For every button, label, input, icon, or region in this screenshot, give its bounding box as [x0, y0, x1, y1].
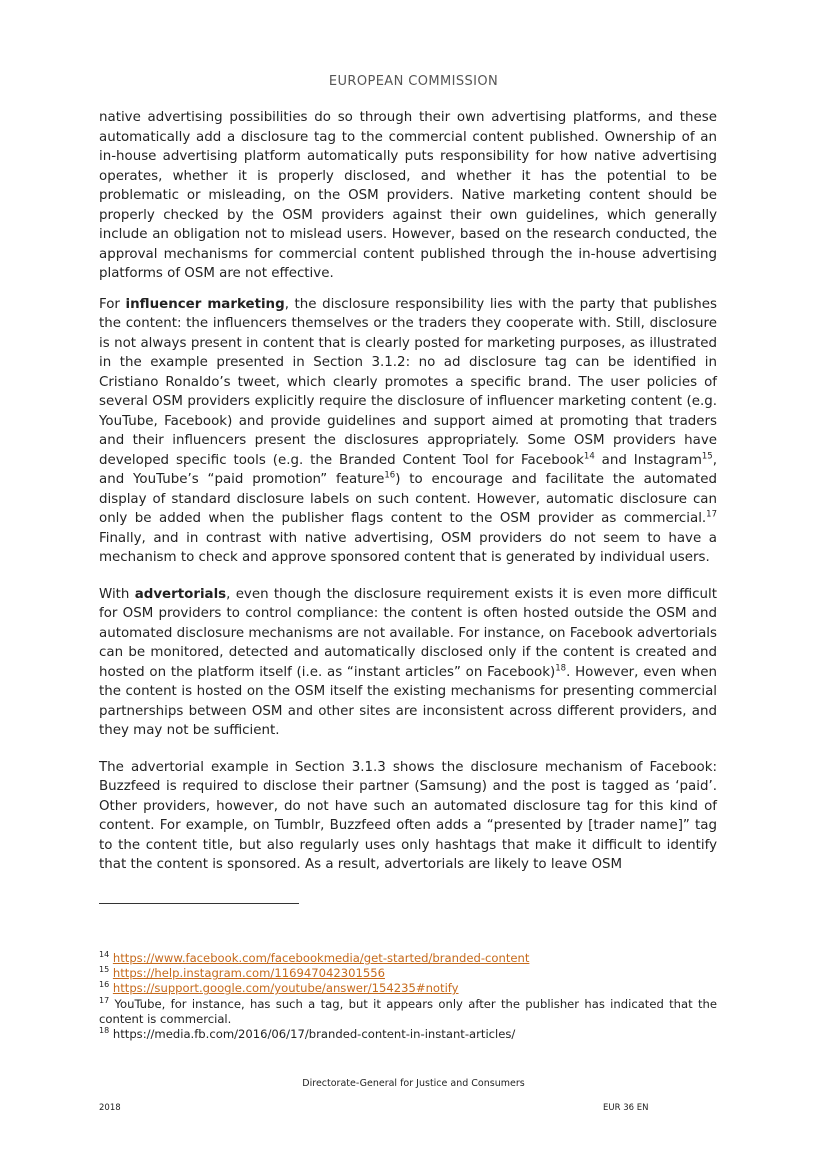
footnote-separator	[99, 903, 299, 904]
footnote-link[interactable]: https://www.facebook.com/facebookmedia/get-started/branded-content	[112, 951, 530, 965]
footnote-number: 15	[99, 965, 110, 975]
paragraph-native-advertising: native advertising possibilities do so through their own advertising platforms, and these automatically add a disclosure tag to the commercial content published. Ownership of an in-house advertising platform automatically puts responsibility for how native advertising operates, whether it is properly disclosed, and whether it has the potential to be problematic or misleading, on the OSM providers. Native marketing content should be properly checked by the OSM providers against their own guidelines, which generally include an obligation not to mislead users. However, based on the research conducted, the approval mechanisms for commercial content published through the in-house advertising platforms of OSM are not effective.	[99, 110, 717, 281]
paragraph-advertorial-example: The advertorial example in Section 3.1.3 shows the disclosure mechanism of Facebook: Buzzfeed is required to disclose their partner (Samsung) and the post is tagged as ‘paid’. Other providers, however, do not have such an automated disclosure tag for this kind of content. For example, on Tumblr, Buzzfeed often adds a “presented by [trader name]” tag to the content title, but also regularly uses only hashtags that make it difficult to identify that the content is sponsored. As a result, advertorials are likely to leave OSM	[99, 759, 717, 872]
keyword-advertorials: advertorials	[134, 586, 227, 602]
footnote-18	[99, 1027, 717, 1042]
footnote-ref-15[interactable]: 15	[701, 451, 713, 462]
text-segment: , and YouTube’s “paid promotion” feature	[99, 452, 717, 487]
keyword-influencer-marketing: influencer marketing	[125, 296, 285, 312]
footnote-text: YouTube, for instance, has such a tag, but it appears only after the publisher has indicated that the content is commercial.	[99, 996, 718, 1026]
footnote-number: 14	[99, 950, 110, 960]
footnote-number: 17	[99, 995, 110, 1005]
running-header: EUROPEAN COMMISSION	[328, 74, 499, 89]
footnote-15	[99, 966, 717, 981]
text-segment: Finally, and in contrast with native advertising, OSM providers do not seem to have a mechanism to check and approve sponsored content that is generated by individual users.	[99, 530, 717, 565]
text-segment: ) to encourage and facilitate the automated display of standard disclosure labels on such content. However, automatic disclosure can only be added when the publisher flags content to the OSM provider as commercial.	[99, 472, 717, 526]
footnote-17	[99, 997, 717, 1027]
footnote-number: 16	[99, 980, 110, 990]
footnotes	[99, 951, 717, 1042]
text-segment: With	[99, 586, 135, 602]
text-segment: and Instagram	[594, 452, 702, 468]
footer-ref: EUR 36 EN	[603, 1103, 649, 1113]
text-segment: . However, even when the content is hosted on the OSM itself the existing mechanisms for presenting commercial partnerships between OSM and other sites are inconsistent across different providers, and they may not be sufficient.	[99, 664, 717, 738]
footnote-16	[99, 981, 717, 996]
footnote-14	[99, 951, 717, 966]
footnote-number: 18	[99, 1026, 110, 1036]
footnote-ref-16[interactable]: 16	[384, 470, 396, 481]
footnote-link[interactable]: https://help.instagram.com/116947042301556	[112, 966, 385, 981]
footnote-link[interactable]: https://support.google.com/youtube/answer/154235#notify	[112, 981, 459, 996]
footnote-ref-18[interactable]: 18	[555, 663, 567, 674]
footnote-ref-14[interactable]: 14	[583, 451, 595, 462]
text-segment: For	[99, 296, 126, 312]
text-segment: , the disclosure responsibility lies with the party that publishes the content: the influencers themselves or the traders they cooperate with. Still, disclosure is not always present in content that is clearly posted for marketing purposes, as illustrated in the example presented in Section 3.1.2: no ad disclosure tag can be identified in Cristiano Ronaldo’s tweet, which clearly promotes a specific brand. The user policies of several OSM providers explicitly require the disclosure of influencer marketing content (e.g. YouTube, Facebook) and provide guidelines and support aimed at promoting that traders and their influencers present the disclosures appropriately. Some OSM providers have developed specific tools (e.g. the Branded Content Tool for Facebook	[99, 296, 718, 468]
footnote-url: https://media.fb.com/2016/06/17/branded-content-in-instant-articles/	[112, 1027, 516, 1042]
footer-year: 2018	[99, 1103, 121, 1113]
paragraph-advertorials	[99, 585, 717, 741]
paragraph-influencer-marketing	[99, 295, 717, 568]
footnote-ref-17[interactable]: 17	[706, 509, 717, 520]
text-segment: , even though the disclosure requirement exists it is even more difficult for OSM providers to control compliance: the content is often hosted outside the OSM and automated disclosure mechanisms are not available. For instance, on Facebook advertorials can be monitored, detected and automatically disclosed only if the content is created and hosted on the platform itself (i.e. as “instant articles” on Facebook)	[99, 586, 717, 680]
document-body	[99, 108, 717, 886]
footer-directorate: Directorate-General for Justice and Consumers	[302, 1078, 525, 1089]
